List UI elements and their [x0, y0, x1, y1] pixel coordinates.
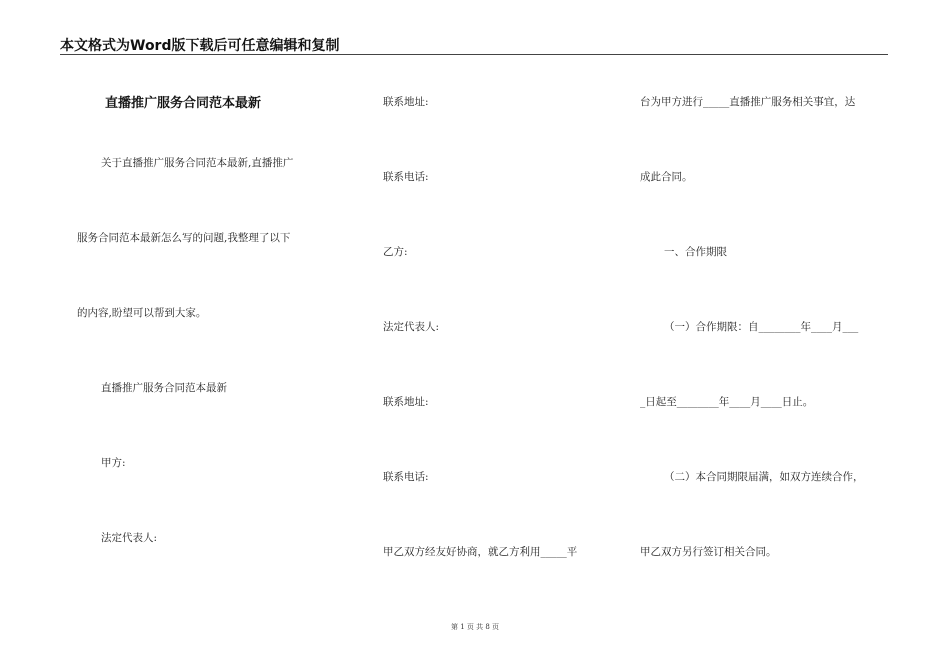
col3-line-7: 甲乙双方另行签订相关合同。: [640, 546, 777, 558]
col1-line-2: 服务合同范本最新怎么写的问题,我整理了以下: [77, 232, 291, 244]
col3-line-4: （一）合作期限：自________年____月___: [664, 321, 859, 333]
col2-line-5: 联系地址:: [383, 396, 429, 408]
col1-line-5: 甲方:: [101, 457, 126, 469]
col3-line-5: _日起至________年____月____日止。: [640, 396, 814, 408]
document-header: 本文格式为Word版下载后可任意编辑和复制: [60, 38, 340, 54]
col1-line-4: 直播推广服务合同范本最新: [101, 382, 227, 394]
col1-line-1: 关于直播推广服务合同范本最新,直播推广: [101, 157, 294, 169]
col2-line-4: 法定代表人:: [383, 321, 440, 333]
col2-line-3: 乙方:: [383, 246, 408, 258]
col3-line-6: （二）本合同期限届满，如双方连续合作，: [664, 471, 864, 483]
col3-line-2: 成此合同。: [640, 171, 693, 183]
col2-line-7: 甲乙双方经友好协商，就乙方利用_____平: [383, 546, 578, 558]
header-divider: [60, 54, 888, 55]
document-title: 直播推广服务合同范本最新: [105, 96, 262, 111]
page-indicator: 第 1 页 共 8 页: [450, 623, 500, 631]
col1-line-6: 法定代表人:: [101, 532, 158, 544]
col1-line-3: 的内容,盼望可以帮到大家。: [77, 307, 207, 319]
col2-line-1: 联系地址:: [383, 96, 429, 108]
col3-line-1: 台为甲方进行_____直播推广服务相关事宜，达: [640, 96, 856, 108]
col2-line-2: 联系电话:: [383, 171, 429, 183]
col2-line-6: 联系电话:: [383, 471, 429, 483]
col3-line-3: 一、合作期限: [664, 246, 727, 258]
